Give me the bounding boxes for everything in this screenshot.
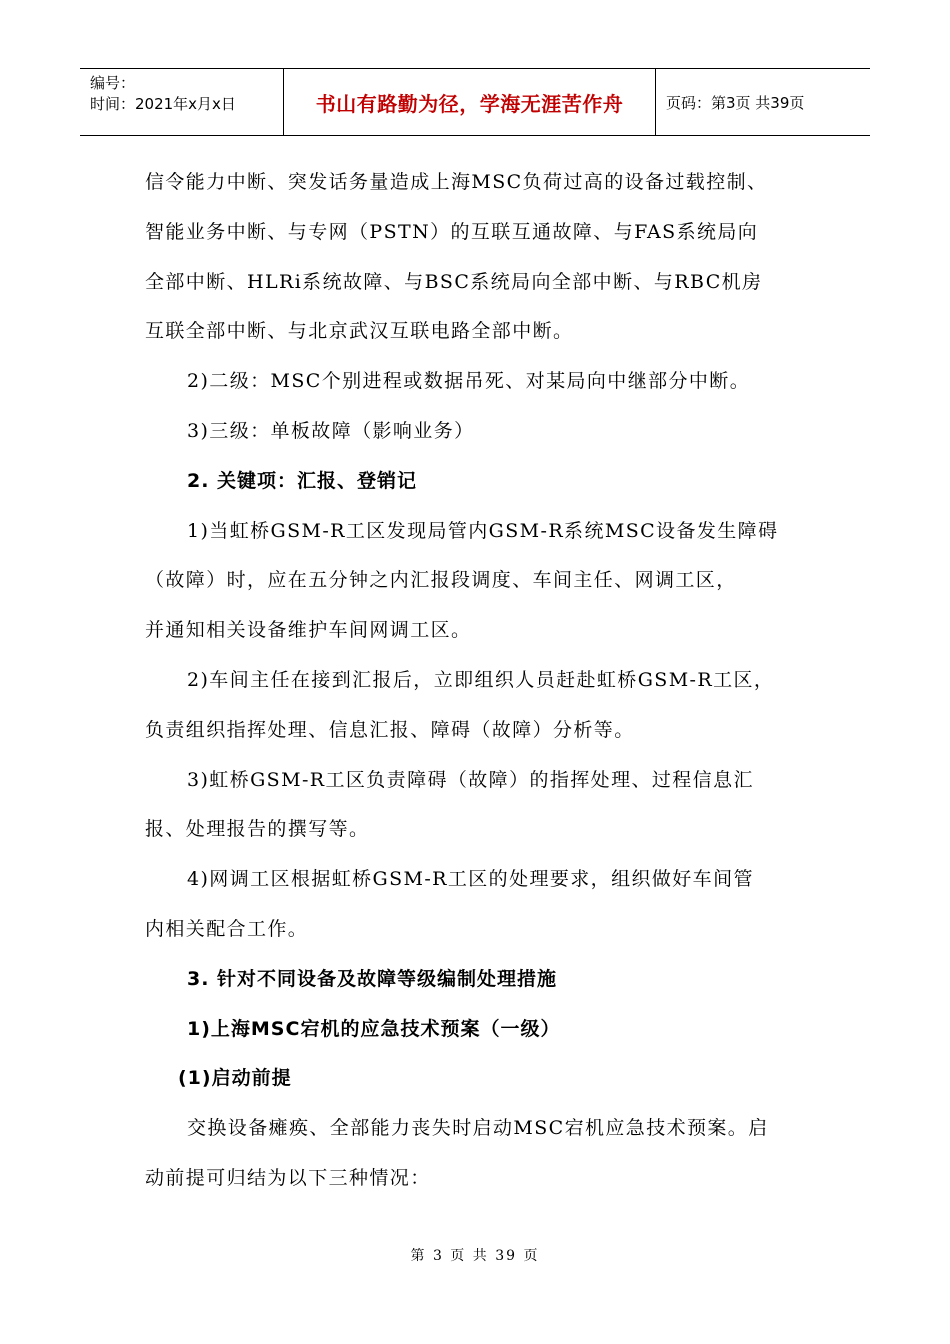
document-number: 编号： — [90, 74, 136, 92]
paragraph-line: 报、处理报告的撰写等。 — [145, 818, 370, 841]
header-motto: 书山有路勤为径，学海无涯苦作舟 — [315, 91, 624, 116]
paragraph-line: 并通知相关设备维护车间网调工区。 — [145, 619, 472, 642]
paragraph-line: 4)网调工区根据虹桥GSM-R工区的处理要求，组织做好车间管 — [187, 868, 754, 891]
paragraph-line: 2)车间主任在接到汇报后，立即组织人员赶赴虹桥GSM-R工区， — [187, 668, 775, 691]
paragraph-line: 3)虹桥GSM-R工区负责障碍（故障）的指挥处理、过程信息汇 — [187, 768, 754, 791]
section-heading: 3. 针对不同设备及故障等级编制处理措施 — [187, 967, 558, 990]
paragraph-line: （故障）时，应在五分钟之内汇报段调度、车间主任、网调工区， — [145, 569, 737, 592]
page-header — [80, 68, 870, 136]
paragraph-line: 3)三级：单板故障（影响业务） — [187, 419, 475, 442]
document-time: 时间：2021年x月x日 — [90, 95, 236, 113]
header-page-info: 页码：第3页 共39页 — [666, 93, 805, 112]
paragraph-line: 全部中断、HLRi系统故障、与BSC系统局向全部中断、与RBC机房 — [145, 270, 763, 293]
document-body — [145, 158, 805, 1204]
paragraph-line: 信令能力中断、突发话务量造成上海MSC负荷过高的设备过载控制、 — [145, 171, 768, 193]
paragraph-line: 交换设备瘫痪、全部能力丧失时启动MSC宕机应急技术预案。启 — [187, 1117, 769, 1140]
paragraph-line: 负责组织指挥处理、信息汇报、障碍（故障）分析等。 — [145, 718, 635, 741]
paragraph-line: 互联全部中断、与北京武汉互联电路全部中断。 — [145, 320, 574, 343]
paragraph-line: 内相关配合工作。 — [145, 917, 309, 940]
subsection-heading: 1)上海MSC宕机的应急技术预案（一级） — [187, 1017, 561, 1040]
paragraph-line: 智能业务中断、与专网（PSTN）的互联互通故障、与FAS系统局向 — [145, 220, 759, 243]
paragraph-line: 动前提可归结为以下三种情况： — [145, 1166, 431, 1189]
page-footer: 第 3 页 共 39 页 — [410, 1248, 540, 1264]
header-motto-cell — [284, 69, 656, 135]
subsubsection-heading: (1)启动前提 — [178, 1067, 292, 1090]
header-meta — [80, 69, 284, 135]
paragraph-line: 2)二级：MSC个别进程或数据吊死、对某局向中继部分中断。 — [187, 370, 751, 393]
section-heading: 2. 关键项：汇报、登销记 — [187, 469, 418, 492]
paragraph-line: 1)当虹桥GSM-R工区发现局管内GSM-R系统MSC设备发生障碍 — [187, 519, 779, 542]
